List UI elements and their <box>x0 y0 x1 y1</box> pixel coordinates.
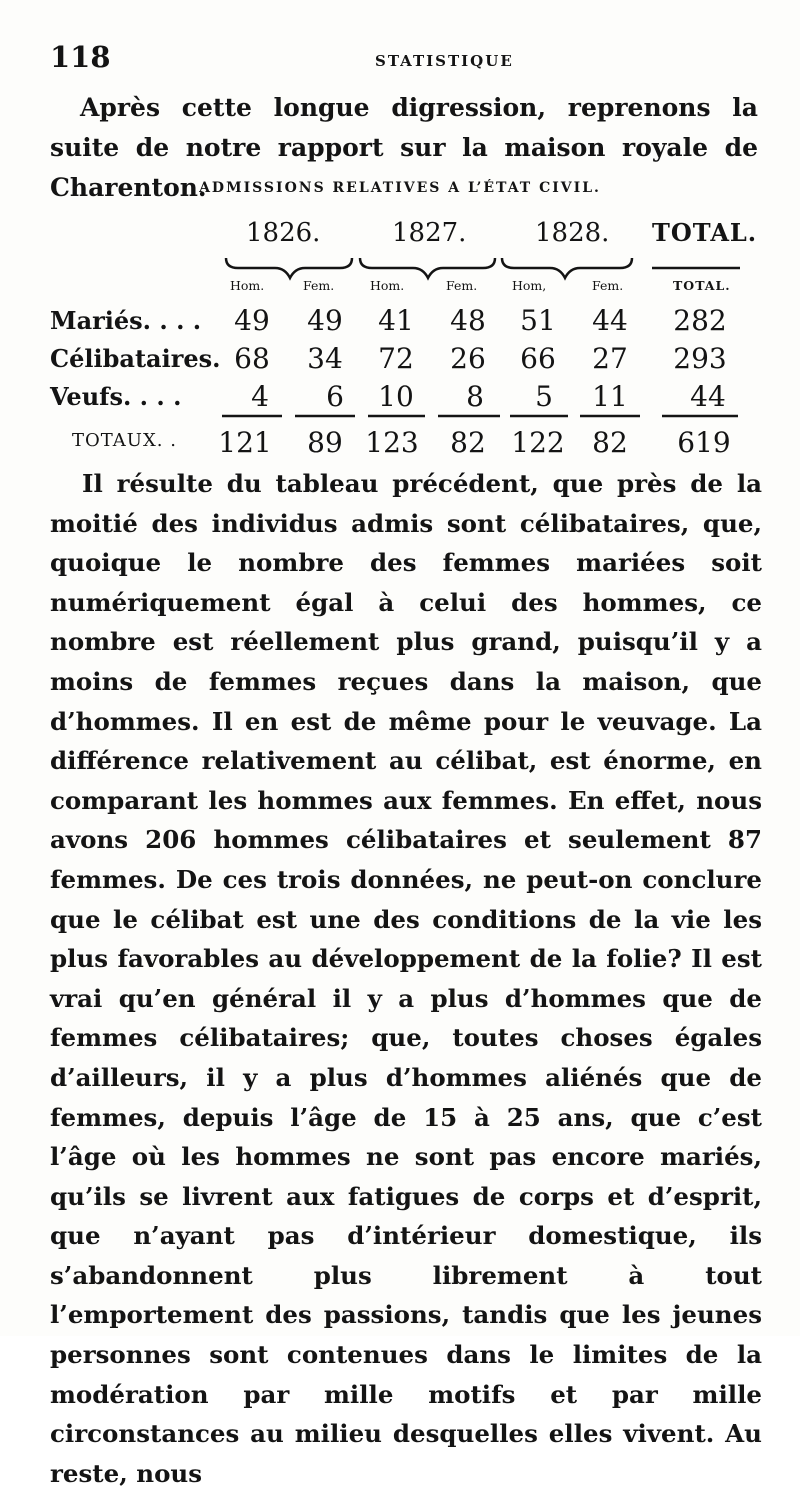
cell-maries-fem-1828: 44 <box>592 304 628 337</box>
cell-maries-fem-1826: 49 <box>307 304 343 337</box>
cell-celib-total: 293 <box>673 342 727 375</box>
total-fem-1826: 89 <box>307 426 343 459</box>
total-fem-1828: 82 <box>592 426 628 459</box>
cell-veufs-total: 44 <box>690 380 726 413</box>
subheader-total: TOTAL. <box>673 278 731 293</box>
cell-celib-fem-1828: 27 <box>592 342 628 375</box>
brace-1828 <box>502 258 632 278</box>
cell-maries-fem-1827: 48 <box>450 304 486 337</box>
row-label-maries: Mariés. . . . <box>50 306 202 335</box>
cell-veufs-fem-1826: 6 <box>326 380 344 413</box>
year-1827: 1827. <box>392 218 467 248</box>
running-title: STATISTIQUE <box>375 52 514 70</box>
cell-celib-hom-1826: 68 <box>234 342 270 375</box>
subheader-fem-1826: Fem. <box>303 278 335 293</box>
subheader-fem-1828: Fem. <box>592 278 624 293</box>
total-hom-1826: 121 <box>218 426 272 459</box>
body-paragraph: Il résulte du tableau précédent, que près de la moitié des individus admis sont célibataires, que, quoique le nombre des femmes mariées soit numériquement égal à celui des hommes, ce nombre est réellement plus grand, puisqu’il y a moins de femmes reçues dans la maison, que d’hommes. Il en est de même pour le veuvage. La différence relativement au célibat, est énorme, en comparant les hommes aux femmes. En effet, nous avons 206 hommes célibataires et seulement 87 femmes. De ces trois données, ne peut-on conclure que le célibat est une des conditions de la vie les plus favorables au développement de la folie? Il est vrai qu’en général il y a plus d’hommes que de femmes célibataires; que, toutes choses égales d’ailleurs, il y a plus d’hommes aliénés que de femmes, depuis l’âge de 15 à 25 ans, que c’est l’âge où les hommes ne sont pas encore mariés, qu’ils se livrent aux fatigues de corps et d’esprit, que n’ayant pas d’intérieur domestique, ils s’abandonnent plus librement à tout l’emportement des passions, tandis que les jeunes personnes sont contenues dans le limites de la modération par mille motifs et par mille circonstances au milieu desquelles elles vivent. Au reste, nous <box>50 469 762 1488</box>
cell-veufs-fem-1828: 11 <box>592 380 628 413</box>
brace-1826 <box>226 258 352 278</box>
table-title: ADMISSIONS RELATIVES A L’ÉTAT CIVIL. <box>199 180 601 196</box>
cell-celib-fem-1827: 26 <box>450 342 486 375</box>
cell-maries-total: 282 <box>673 304 727 337</box>
subheader-hom-1827: Hom. <box>370 278 405 293</box>
total-hom-1828: 122 <box>511 426 565 459</box>
cell-veufs-hom-1827: 10 <box>378 380 414 413</box>
totals-label: TOTAUX. . <box>72 430 177 451</box>
cell-veufs-hom-1826: 4 <box>251 380 269 413</box>
subheader-hom-1826: Hom. <box>230 278 265 293</box>
lead-paragraph: Après cette longue digression, reprenons la suite de notre rapport sur la maison royale de Charenton. <box>50 93 758 202</box>
total-hom-1827: 123 <box>365 426 419 459</box>
page-number: 118 <box>50 40 111 74</box>
row-label-celibataires: Célibataires. <box>50 344 221 373</box>
year-1828: 1828. <box>535 218 610 248</box>
subheader-fem-1827: Fem. <box>446 278 478 293</box>
cell-maries-hom-1828: 51 <box>520 304 556 337</box>
row-label-veufs: Veufs. . . . <box>50 382 182 411</box>
cell-maries-hom-1827: 41 <box>378 304 414 337</box>
cell-celib-hom-1827: 72 <box>378 342 414 375</box>
year-total: TOTAL. <box>652 218 758 247</box>
cell-celib-hom-1828: 66 <box>520 342 556 375</box>
cell-veufs-fem-1827: 8 <box>466 380 484 413</box>
cell-maries-hom-1826: 49 <box>234 304 270 337</box>
cell-veufs-hom-1828: 5 <box>535 380 553 413</box>
cell-celib-fem-1826: 34 <box>307 342 343 375</box>
year-1826: 1826. <box>246 218 321 248</box>
body-text <box>50 464 762 1493</box>
total-fem-1827: 82 <box>450 426 486 459</box>
brace-1827 <box>360 258 495 278</box>
subheader-hom-1828: Hom, <box>512 278 547 293</box>
total-grand: 619 <box>677 426 731 459</box>
